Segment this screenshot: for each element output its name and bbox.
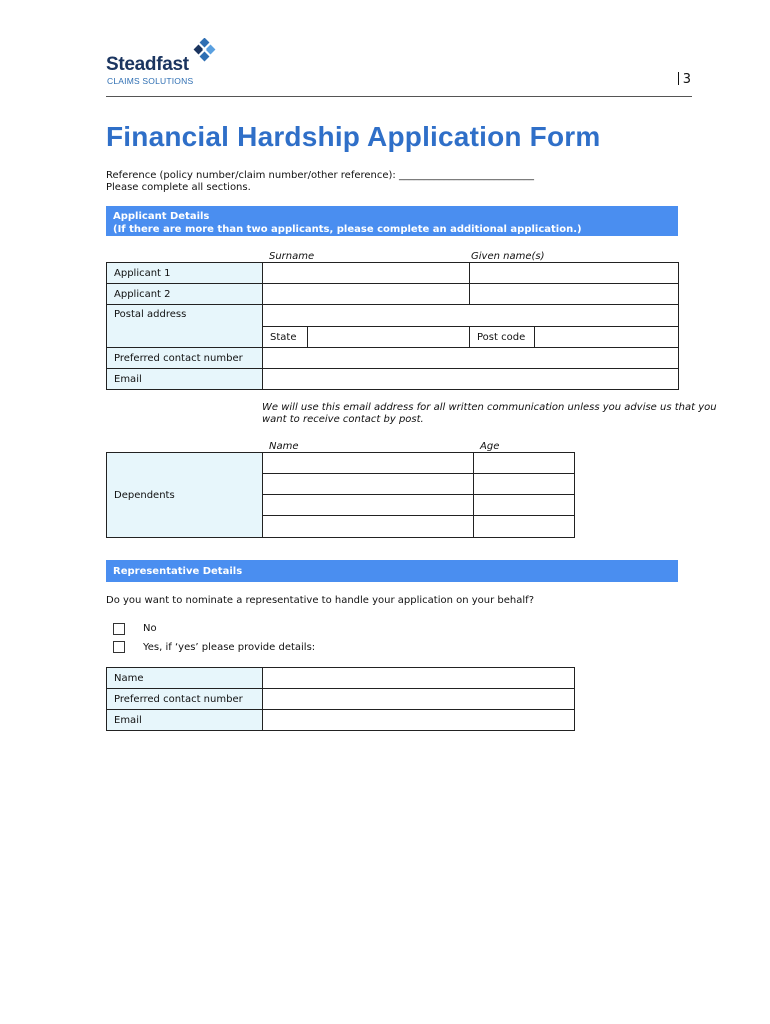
logo-wordmark: Steadfast xyxy=(106,54,189,75)
dependent-4-name-field[interactable] xyxy=(263,516,474,538)
applicant-1-given-names-field[interactable] xyxy=(470,263,679,284)
dependent-1-age-field[interactable] xyxy=(474,453,575,474)
applicant-2-label: Applicant 2 xyxy=(107,284,263,305)
steadfast-logo xyxy=(106,38,226,88)
dependent-2-age-field[interactable] xyxy=(474,474,575,495)
representative-question: Do you want to nominate a representative to handle your application on your behalf? xyxy=(106,595,534,606)
header-divider xyxy=(106,96,692,97)
page-number xyxy=(678,72,691,87)
email-label: Email xyxy=(107,369,263,390)
contact-number-label: Preferred contact number xyxy=(107,348,263,369)
representative-name-label: Name xyxy=(107,668,263,689)
applicant-details-subheading: (If there are more than two applicants, please complete an additional application.) xyxy=(113,224,582,235)
email-field[interactable] xyxy=(263,369,679,390)
post-code-field[interactable] xyxy=(535,327,679,348)
applicant-1-row xyxy=(107,263,679,284)
applicant-2-surname-field[interactable] xyxy=(263,284,470,305)
no-checkbox[interactable] xyxy=(113,623,125,635)
contact-number-field[interactable] xyxy=(263,348,679,369)
instruction-text: Please complete all sections. xyxy=(106,182,251,193)
representative-email-field[interactable] xyxy=(263,710,575,731)
page-title: Financial Hardship Application Form xyxy=(106,121,601,152)
dependent-3-name-field[interactable] xyxy=(263,495,474,516)
dependent-4-age-field[interactable] xyxy=(474,516,575,538)
dependent-name-column-label: Name xyxy=(269,441,299,452)
applicant-1-surname-field[interactable] xyxy=(263,263,470,284)
applicant-details-table xyxy=(106,262,679,390)
dependent-1-name-field[interactable] xyxy=(263,453,474,474)
postal-address-row xyxy=(107,305,679,327)
diamond-logo-icon xyxy=(192,38,218,64)
page-number-divider xyxy=(678,72,679,85)
applicant-details-heading: Applicant Details xyxy=(113,211,210,222)
yes-checkbox[interactable] xyxy=(113,641,125,653)
dependent-row xyxy=(107,453,575,474)
surname-column-label: Surname xyxy=(269,251,315,262)
email-note-line-2: want to receive contact by post. xyxy=(262,414,424,425)
email-row xyxy=(107,369,679,390)
logo-tagline: CLAIMS SOLUTIONS xyxy=(107,76,194,86)
state-label: State xyxy=(263,327,308,348)
dependent-2-name-field[interactable] xyxy=(263,474,474,495)
representative-contact-field[interactable] xyxy=(263,689,575,710)
applicant-1-label: Applicant 1 xyxy=(107,263,263,284)
given-names-column-label: Given name(s) xyxy=(471,251,545,262)
yes-option-label: Yes, if ‘yes’ please provide details: xyxy=(143,642,316,653)
representative-email-label: Email xyxy=(107,710,263,731)
state-field[interactable] xyxy=(308,327,470,348)
representative-contact-row xyxy=(107,689,575,710)
postal-address-label: Postal address xyxy=(107,305,263,348)
contact-number-row xyxy=(107,348,679,369)
dependents-label: Dependents xyxy=(107,453,263,538)
email-note-line-1: We will use this email address for all written communication unless you advise us that you xyxy=(262,402,717,413)
dependent-age-column-label: Age xyxy=(480,441,500,452)
representative-name-row xyxy=(107,668,575,689)
representative-email-row xyxy=(107,710,575,731)
dependent-3-age-field[interactable] xyxy=(474,495,575,516)
applicant-2-row xyxy=(107,284,679,305)
representative-details-header xyxy=(106,560,678,582)
dependents-table xyxy=(106,452,575,538)
postal-address-field[interactable] xyxy=(263,305,679,327)
representative-details-table xyxy=(106,667,575,731)
representative-name-field[interactable] xyxy=(263,668,575,689)
reference-line: Reference (policy number/claim number/other reference): ___________________________ xyxy=(106,170,534,181)
representative-details-heading: Representative Details xyxy=(113,566,243,577)
page-number-value: 3 xyxy=(682,72,691,87)
no-option-label: No xyxy=(143,623,157,634)
representative-contact-label: Preferred contact number xyxy=(107,689,263,710)
post-code-label: Post code xyxy=(470,327,535,348)
applicant-2-given-names-field[interactable] xyxy=(470,284,679,305)
applicant-details-header xyxy=(106,206,678,236)
